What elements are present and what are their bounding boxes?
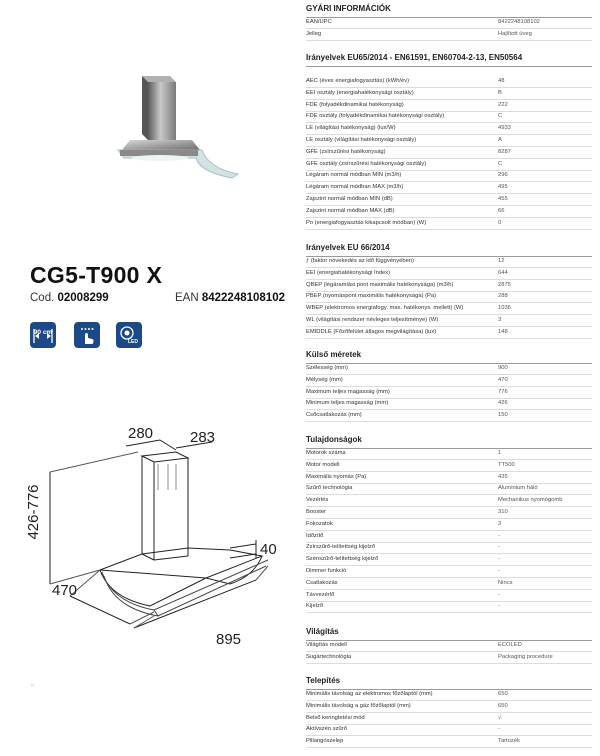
spec-value: 296 <box>498 172 508 179</box>
spec-row <box>306 147 592 159</box>
spec-label: Maximális nyomás (Pa) <box>306 473 367 480</box>
spec-value: 288 <box>498 293 508 300</box>
spec-row <box>306 375 592 387</box>
spec-label: Sugártechnológia <box>306 653 352 660</box>
spec-value: 48 <box>498 78 505 84</box>
spec-label: Pillangószelep <box>306 738 344 745</box>
spec-label: Távvezérlő <box>306 591 335 598</box>
spec-row <box>306 29 592 41</box>
spec-label: Szélesség (mm) <box>306 365 348 371</box>
spec-row <box>306 88 592 100</box>
wall-mount-90cm-icon <box>30 322 56 348</box>
spec-label: Szűrő technológia <box>306 485 353 492</box>
spec-row <box>306 256 592 268</box>
spec-label: Időzítő <box>306 532 324 539</box>
spec-row <box>306 291 592 303</box>
spec-label: Zsírszűrő-telítettség kijelző <box>306 544 375 551</box>
spec-label: AEC (éves energiafogyasztás) (kWh/év) <box>306 78 410 84</box>
spec-label: Jelleg <box>306 30 322 37</box>
spec-value: 222 <box>498 101 508 108</box>
spec-row <box>306 17 592 29</box>
spec-row <box>306 472 592 484</box>
spec-value: ECOLED <box>498 642 522 648</box>
spec-value: 426 <box>498 400 508 407</box>
spec-row <box>306 542 592 554</box>
cod-value: 02008299 <box>57 292 109 304</box>
spec-row <box>306 460 592 472</box>
dim-height-range: 426-776 <box>25 484 42 540</box>
spec-value: Aluminium háló <box>498 485 538 492</box>
feature-label-led: LED <box>128 339 138 345</box>
spec-label: ƒ (faktor növekedés az idő függvényében) <box>306 258 414 264</box>
spec-label: Po (energiafogyasztás kikapcsolt módban) (W) <box>306 219 427 226</box>
spec-label: GFE (zsírszűrési hatékonyság) <box>306 148 386 155</box>
spec-row <box>306 100 592 112</box>
spec-value: 12 <box>498 258 505 264</box>
spec-label: Booster <box>306 509 326 515</box>
spec-row <box>306 736 592 748</box>
spec-row <box>306 315 592 327</box>
spec-label: LE (világítási hatékonyság) (lux/W) <box>306 125 396 132</box>
spec-row <box>306 159 592 171</box>
spec-row <box>306 303 592 315</box>
spec-value: 8422248108102 <box>498 19 540 25</box>
spec-value: 776 <box>498 388 508 395</box>
dim-glass-thickness: 40 <box>260 541 277 558</box>
spec-label: Minimum teljes magasság (mm) <box>306 400 389 407</box>
spec-value: - <box>498 726 500 733</box>
spec-row <box>306 689 592 701</box>
spec-row <box>306 268 592 280</box>
spec-label: EEI osztály (energiahatékonysági osztály) <box>306 89 414 96</box>
spec-label: WL (világítási rendszer névleges teljesítménye) (W) <box>306 317 439 323</box>
spec-label: Csőcsatlakozás (mm) <box>306 412 362 419</box>
dim-depth-top: 283 <box>190 429 216 446</box>
spec-row <box>306 519 592 531</box>
spec-value: Mechanikus nyomógomb <box>498 497 563 504</box>
spec-value: 150 <box>498 412 508 419</box>
spec-label: Maximum teljes magasság (mm) <box>306 388 390 395</box>
spec-value: 3 <box>498 520 502 527</box>
spec-row <box>306 206 592 218</box>
spec-label: Légáram normál módban MIN (m3/h) <box>306 172 402 179</box>
spec-row <box>306 713 592 725</box>
section-title: GYÁRI INFORMÁCIÓK <box>306 4 391 13</box>
spec-row <box>306 590 592 602</box>
spec-row <box>306 554 592 566</box>
spec-label: Minimális távolság a gáz főzőlaptól (mm) <box>306 702 411 709</box>
spec-value: Nincs <box>498 579 513 586</box>
spec-value: - <box>498 532 500 539</box>
spec-value: 148 <box>498 328 508 335</box>
spec-value: 455 <box>498 196 508 202</box>
spec-row <box>306 123 592 135</box>
spec-label: Kijelző <box>306 603 324 610</box>
spec-row <box>306 410 592 422</box>
spec-label: QBEP (légáramlási pont maximális hatékonysága) (m3/h) <box>306 281 454 288</box>
spec-value: - <box>498 556 500 563</box>
dim-width: 895 <box>216 631 242 648</box>
ean-label: EAN <box>174 292 199 304</box>
section-title: Telepítés <box>306 676 341 685</box>
spec-row <box>306 578 592 590</box>
spec-row <box>306 507 592 519</box>
spec-label: Világítás modell <box>306 642 347 648</box>
spec-label: Motorok száma <box>306 450 346 456</box>
touch-control-icon <box>74 322 100 348</box>
spec-value: 8287 <box>498 148 511 155</box>
spec-value: C <box>498 113 503 120</box>
spec-value: - <box>498 544 500 551</box>
dimension-drawing <box>25 420 300 660</box>
spec-label: Zajszint normál módban MAX (dB) <box>306 207 395 214</box>
spec-row <box>306 566 592 578</box>
spec-value: C <box>498 160 503 167</box>
spec-row <box>306 327 592 339</box>
dim-width-top: 280 <box>128 425 154 442</box>
section-title: Tulajdonságok <box>306 435 362 444</box>
spec-row <box>306 652 592 664</box>
spec-label: Aktívszén szűrő <box>306 726 347 733</box>
spec-value: Packaging procedure <box>498 653 553 660</box>
spec-value: A <box>498 137 502 143</box>
section-title: Világítás <box>306 627 339 636</box>
spec-value: 495 <box>498 184 508 191</box>
spec-label: Mélység (mm) <box>306 376 343 383</box>
spec-value: 644 <box>498 269 508 276</box>
spec-label: LE osztály (világítási hatékonysági osztály) <box>306 137 417 143</box>
spec-value: 470 <box>498 376 508 383</box>
product-codes <box>30 292 285 304</box>
spec-label: PBEP (nyomáspont maximális hatékonysága) (Pa) <box>306 293 437 300</box>
spec-row <box>306 601 592 613</box>
ean-group <box>175 292 285 304</box>
spec-value: √ <box>498 714 502 721</box>
spec-value: Tartozék <box>498 738 520 745</box>
spec-value: - <box>498 568 500 574</box>
spec-value: Hajlított üveg <box>498 30 532 37</box>
spec-label: Csatlakozás <box>306 579 338 586</box>
spec-label: FDE (folyadékdinamikai hatékonyság) <box>306 101 404 108</box>
spec-row <box>306 280 592 292</box>
section-title: Külső méretek <box>306 350 362 359</box>
spec-row <box>306 483 592 495</box>
spec-row <box>306 111 592 123</box>
spec-value: 0 <box>498 219 502 226</box>
spec-value: 310 <box>498 509 508 515</box>
spec-label: Légáram normál módban MAX (m3/h) <box>306 184 404 191</box>
spec-label: Minimális távolság az elektromos főzőlaptól (mm) <box>306 691 433 697</box>
ean-value: 8422248108102 <box>201 292 285 304</box>
spec-row <box>306 640 592 652</box>
spec-label: Fokozatok <box>306 520 333 527</box>
spec-value: 2875 <box>498 281 511 288</box>
section-title: Irányelvek EU65/2014 - EN61591, EN60704-2-13, EN50564 <box>306 53 523 62</box>
spec-value: 3 <box>498 317 502 323</box>
spec-label: Motor modell <box>306 461 340 468</box>
spec-value: 435 <box>498 473 508 480</box>
spec-row <box>306 218 592 230</box>
page-mark: □ <box>31 683 35 689</box>
spec-row <box>306 135 592 147</box>
spec-value: - <box>498 591 500 598</box>
section-title: Irányelvek EU 66/2014 <box>306 243 390 252</box>
spec-value: 900 <box>498 365 508 371</box>
spec-label: EMIDDLE (Főzőfelület átlagos megvilágítása) (lux) <box>306 328 437 335</box>
hood-product-image <box>100 70 250 190</box>
spec-value: B <box>498 89 502 96</box>
spec-value: - <box>498 603 500 610</box>
spec-label: EAN/UPC <box>306 19 332 25</box>
spec-label: Szénszűrő-telítettség kijelző <box>306 556 379 563</box>
spec-label: Vezérlés <box>306 497 329 504</box>
spec-label: EEI (energiahatékonysági Index) <box>306 269 391 276</box>
spec-value: 650 <box>498 691 508 697</box>
feature-label-90: 90 cm <box>33 329 53 336</box>
spec-row <box>306 495 592 507</box>
spec-label: WBEP (elektromos energiafogy. max. hatékonys. mellett) (W) <box>306 305 464 312</box>
spec-row <box>306 387 592 399</box>
spec-row <box>306 170 592 182</box>
spec-value: 650 <box>498 702 508 709</box>
spec-value: 66 <box>498 207 505 214</box>
spec-row <box>306 363 592 375</box>
spec-row <box>306 182 592 194</box>
spec-value: 1036 <box>498 305 511 312</box>
spec-row <box>306 398 592 410</box>
led-light-icon <box>116 322 142 348</box>
spec-label: FDE osztály (folyadékdinamikai hatékonysági osztály) <box>306 113 445 120</box>
spec-value: 4933 <box>498 125 511 132</box>
spec-label: Zajszint normál módban MIN (dB) <box>306 196 393 202</box>
spec-row <box>306 531 592 543</box>
spec-row <box>306 724 592 736</box>
spec-label: Belső keringtetési mód <box>306 714 365 721</box>
spec-label: GFE osztály (zsírszűrési hatékonysági osztály) <box>306 160 427 167</box>
spec-value: 1 <box>498 450 502 456</box>
cod-label: Cod. <box>30 292 55 304</box>
dim-depth: 470 <box>52 582 78 599</box>
spec-row <box>306 76 592 88</box>
spec-row <box>306 448 592 460</box>
section-divider <box>306 66 592 67</box>
spec-row <box>306 194 592 206</box>
spec-value: TT500 <box>498 461 515 468</box>
spec-row <box>306 701 592 713</box>
product-model: CG5-T900 X <box>30 262 163 288</box>
spec-label: Dimmer funkció <box>306 568 347 574</box>
